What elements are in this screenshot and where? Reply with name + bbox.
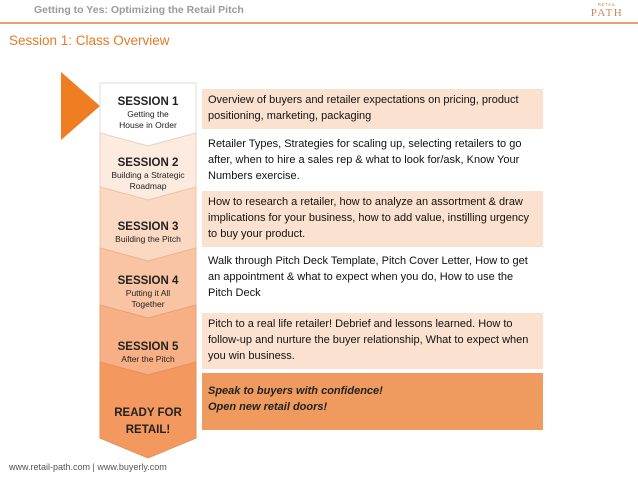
stage-label-1 (100, 96, 196, 131)
stage-subtitle-5: After the Pitch (121, 354, 175, 364)
stage-subtitle-2: Building a Strategic Roadmap (111, 170, 185, 191)
page-title: Session 1: Class Overview (9, 33, 170, 48)
session-1-description: Overview of buyers and retailer expectations on pricing, product positioning, marketing, packaging (202, 89, 543, 129)
stage-label-3 (100, 221, 196, 245)
play-arrow-icon (61, 72, 100, 140)
call-to-action (202, 373, 543, 430)
ready-for-retail-label (100, 405, 196, 439)
stage-title-3: SESSION 3 (117, 221, 179, 233)
logo-small-text: RETAIL (597, 2, 617, 7)
stage-label-4 (100, 275, 196, 310)
cta-line-1: Speak to buyers with confidence! (208, 385, 383, 397)
ready-line-1: READY FOR (114, 407, 182, 419)
stage-title-5: SESSION 5 (117, 341, 179, 353)
ready-line-2: RETAIL! (125, 424, 171, 436)
footer-links: www.retail-path.com | www.buyerly.com (9, 462, 167, 472)
stage-title-4: SESSION 4 (117, 275, 179, 287)
stage-subtitle-4: Putting it All Together (125, 288, 171, 309)
stage-label-5 (100, 341, 196, 365)
session-4-description: Walk through Pitch Deck Template, Pitch Cover Letter, How to get an appointment & what to expect when you do, How to use the Pitch Deck (202, 250, 543, 305)
stage-title-1: SESSION 1 (117, 96, 179, 108)
stage-title-2: SESSION 2 (117, 157, 179, 169)
stage-subtitle-3: Building the Pitch (115, 234, 181, 244)
cta-line-2: Open new retail doors! (208, 401, 328, 413)
logo-big-text: PATH (590, 7, 624, 19)
session-3-description: How to research a retailer, how to analyze an assortment & draw implications for your business, how to add value, instilling urgency to buy your product. (202, 191, 543, 247)
session-5-description: Pitch to a real life retailer! Debrief and lessons learned. How to follow-up and nurture the buyer relationship, What to expect when you win business. (202, 313, 543, 369)
presentation-title: Getting to Yes: Optimizing the Retail Pitch (34, 4, 244, 16)
stage-label-2 (100, 157, 196, 192)
session-2-description: Retailer Types, Strategies for scaling up, selecting retailers to go after, when to hire a sales rep & what to look for/ask, Know Your Numbers exercise. (202, 133, 543, 188)
stage-subtitle-1: Getting the House in Order (119, 109, 177, 130)
